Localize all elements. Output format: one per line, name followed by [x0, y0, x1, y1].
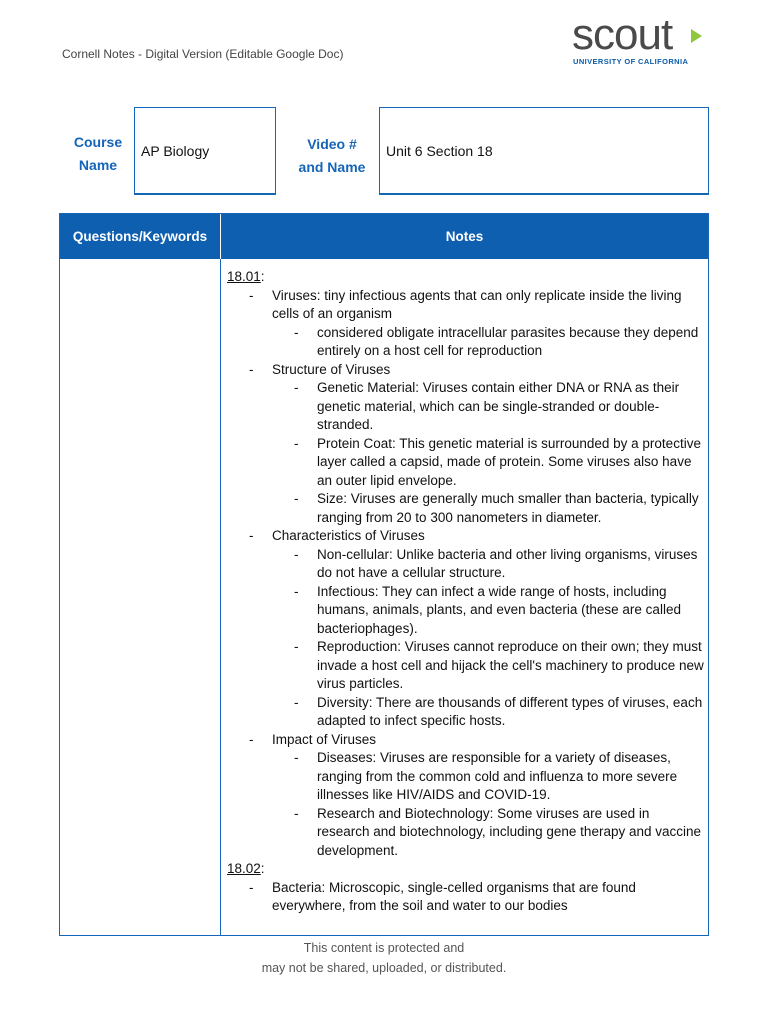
sub-bullet-item: - Size: Viruses are generally much smaller than bacteria, typically ranging from 20 to 300 nanometers in diameter.	[227, 490, 705, 527]
section-heading	[227, 860, 705, 879]
sub-bullet-item: - Non-cellular: Unlike bacteria and other living organisms, viruses do not have a cellular structure.	[227, 546, 705, 583]
video-name-label	[292, 133, 372, 179]
sub-bullet-item: - Genetic Material: Viruses contain either DNA or RNA as their genetic material, which can be single-stranded or double-stranded.	[227, 379, 705, 435]
course-name-label	[62, 131, 134, 177]
play-triangle-icon	[691, 29, 702, 43]
video-label-line1: Video #	[307, 136, 357, 152]
sub-bullet-item: - Reproduction: Viruses cannot reproduce on their own; they must invade a host cell and hijack the cell's machinery to produce new virus particles.	[227, 638, 705, 694]
video-name-field[interactable]	[379, 107, 709, 195]
questions-keywords-header: Questions/Keywords	[72, 229, 208, 244]
bullet-item: - Viruses: tiny infectious agents that can only replicate inside the living cells of an organism	[227, 287, 705, 324]
scout-logo	[572, 10, 712, 70]
logo-subtitle: UNIVERSITY OF CALIFORNIA	[573, 57, 689, 66]
cornell-notes-table	[59, 213, 709, 936]
footer-line2: may not be shared, uploaded, or distributed.	[261, 961, 507, 975]
bullet-item: - Characteristics of Viruses	[227, 527, 705, 546]
sub-bullet-item: - Diversity: There are thousands of different types of viruses, each adapted to infect specific hosts.	[227, 694, 705, 731]
notes-content[interactable]	[227, 268, 705, 916]
video-label-line2: and Name	[298, 159, 366, 175]
bullet-item: - Bacteria: Microscopic, single-celled organisms that are found everywhere, from the soil and water to our bodies	[227, 879, 705, 916]
document-title: Cornell Notes - Digital Version (Editable Google Doc)	[62, 47, 344, 61]
notes-header: Notes	[445, 229, 484, 244]
sub-bullet-item: - considered obligate intracellular parasites because they depend entirely on a host cell for reproduction	[227, 324, 705, 361]
section-heading	[227, 268, 705, 287]
course-label-line2: Name	[78, 157, 118, 173]
course-name-field[interactable]	[134, 107, 276, 195]
bullet-item: - Impact of Viruses	[227, 731, 705, 750]
copyright-footer	[0, 938, 768, 978]
video-name-value: Unit 6 Section 18	[386, 142, 493, 159]
table-header	[60, 214, 708, 259]
section-colon: :	[260, 861, 265, 876]
bullet-item: - Structure of Viruses	[227, 361, 705, 380]
course-name-value: AP Biology	[141, 142, 210, 159]
logo-wordmark: scout	[572, 10, 673, 59]
section-number: 18.01	[227, 269, 261, 284]
section-colon: :	[260, 269, 265, 284]
sub-bullet-item: - Protein Coat: This genetic material is surrounded by a protective layer called a capsid, made of protein. Some viruses also have an outer lipid envelope.	[227, 435, 705, 491]
column-divider	[220, 259, 221, 935]
sub-bullet-item: - Diseases: Viruses are responsible for a variety of diseases, ranging from the common cold and influenza to more severe illnesses like HIV/AIDS and COVID-19.	[227, 749, 705, 805]
section-number: 18.02	[227, 861, 261, 876]
sub-bullet-item: - Infectious: They can infect a wide range of hosts, including humans, animals, plants, and even bacteria (these are called bacteriophages).	[227, 583, 705, 639]
sub-bullet-item: - Research and Biotechnology: Some viruses are used in research and biotechnology, including gene therapy and vaccine development.	[227, 805, 705, 861]
course-label-line1: Course	[73, 134, 123, 150]
footer-line1: This content is protected and	[303, 941, 465, 955]
